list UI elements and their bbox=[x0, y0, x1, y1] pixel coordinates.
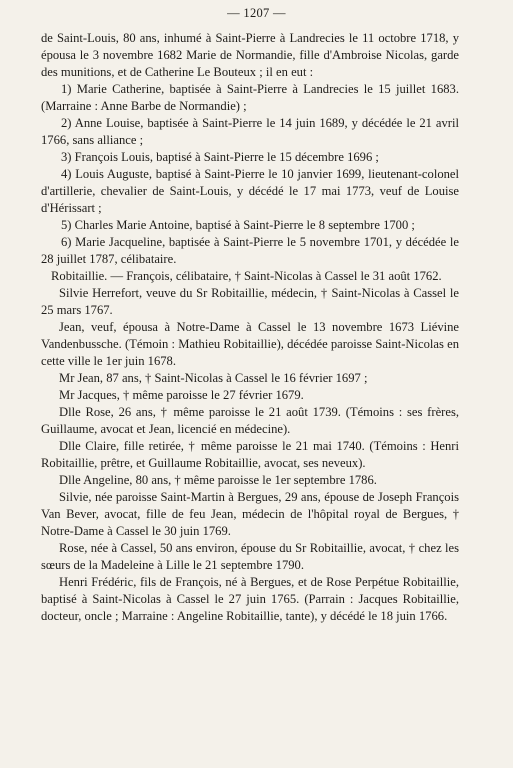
entry-henri-frederic: Henri Frédéric, fils de François, né à Bergues, et de Rose Perpétue Robitaillie, baptisé à Saint-Nicolas à Cassel le 27 juin 1765. (Parrain : Jacques Robitaillie, docteur, oncle ; Marraine : Angeline Robitaillie, tante), y décédé le 18 juin 1766. bbox=[41, 575, 459, 623]
page-number: — 1207 — bbox=[227, 6, 286, 20]
paragraph-continuation: de Saint-Louis, 80 ans, inhumé à Saint-Pierre à Landrecies le 11 octobre 1718, y épousa le 3 novembre 1682 Marie de Normandie, fille d'Ambroise Nicolas, garde des munitions, et de Catherine Le Bouteux ; il en eut : bbox=[41, 31, 459, 79]
body-text bbox=[41, 30, 459, 625]
entry-silvie-herrefort: Silvie Herrefort, veuve du Sr Robitaillie, médecin, † Saint-Nicolas à Cassel le 25 mars 1767. bbox=[41, 286, 459, 317]
family-heading-entry: Robitaillie. — François, célibataire, † Saint-Nicolas à Cassel le 31 août 1762. bbox=[51, 269, 442, 283]
child-entry-1: 1) Marie Catherine, baptisée à Saint-Pierre à Landrecies le 15 juillet 1683. (Marraine : Anne Barbe de Normandie) ; bbox=[41, 82, 459, 113]
entry-dlle-angeline: Dlle Angeline, 80 ans, † même paroisse le 1er septembre 1786. bbox=[59, 473, 377, 487]
entry-dlle-claire: Dlle Claire, fille retirée, † même paroisse le 21 mai 1740. (Témoins : Henri Robitaillie, prêtre, et Guillaume Robitaillie, avocat, ses neveux). bbox=[41, 439, 459, 470]
entry-silvie: Silvie, née paroisse Saint-Martin à Bergues, 29 ans, épouse de Joseph François Van Bever, avocat, fille de feu Jean, médecin de l'hôpital royal de Bergues, † Notre-Dame à Cassel le 30 juin 1769. bbox=[41, 490, 459, 538]
child-entry-3: 3) François Louis, baptisé à Saint-Pierre le 15 décembre 1696 ; bbox=[61, 150, 379, 164]
child-entry-4: 4) Louis Auguste, baptisé à Saint-Pierre le 10 janvier 1699, lieutenant-colonel d'artillerie, chevalier de Saint-Louis, y décédé le 17 mai 1773, veuf de Louise d'Hérissart ; bbox=[41, 167, 459, 215]
child-entry-6: 6) Marie Jacqueline, baptisée à Saint-Pierre le 5 novembre 1701, y décédée le 28 juillet 1787, célibataire. bbox=[41, 235, 459, 266]
entry-jean: Jean, veuf, épousa à Notre-Dame à Cassel le 13 novembre 1673 Liévine Vandenbussche. (Témoin : Mathieu Robitaillie), décédée paroisse Saint-Nicolas en cette ville le 1er juin 1678. bbox=[41, 320, 459, 368]
entry-mr-jacques: Mr Jacques, † même paroisse le 27 février 1679. bbox=[59, 388, 304, 402]
entry-mr-jean: Mr Jean, 87 ans, † Saint-Nicolas à Cassel le 16 février 1697 ; bbox=[59, 371, 368, 385]
entry-rose: Rose, née à Cassel, 50 ans environ, épouse du Sr Robitaillie, avocat, † chez les sœurs de la Madeleine à Lille le 21 septembre 1790. bbox=[41, 541, 459, 572]
entry-dlle-rose: Dlle Rose, 26 ans, † même paroisse le 21 août 1739. (Témoins : ses frères, Guillaume, avocat et Jean, licencié en médecine). bbox=[41, 405, 459, 436]
child-entry-5: 5) Charles Marie Antoine, baptisé à Saint-Pierre le 8 septembre 1700 ; bbox=[61, 218, 415, 232]
child-entry-2: 2) Anne Louise, baptisée à Saint-Pierre le 14 juin 1689, y décédée le 21 avril 1766, sans alliance ; bbox=[41, 116, 459, 147]
